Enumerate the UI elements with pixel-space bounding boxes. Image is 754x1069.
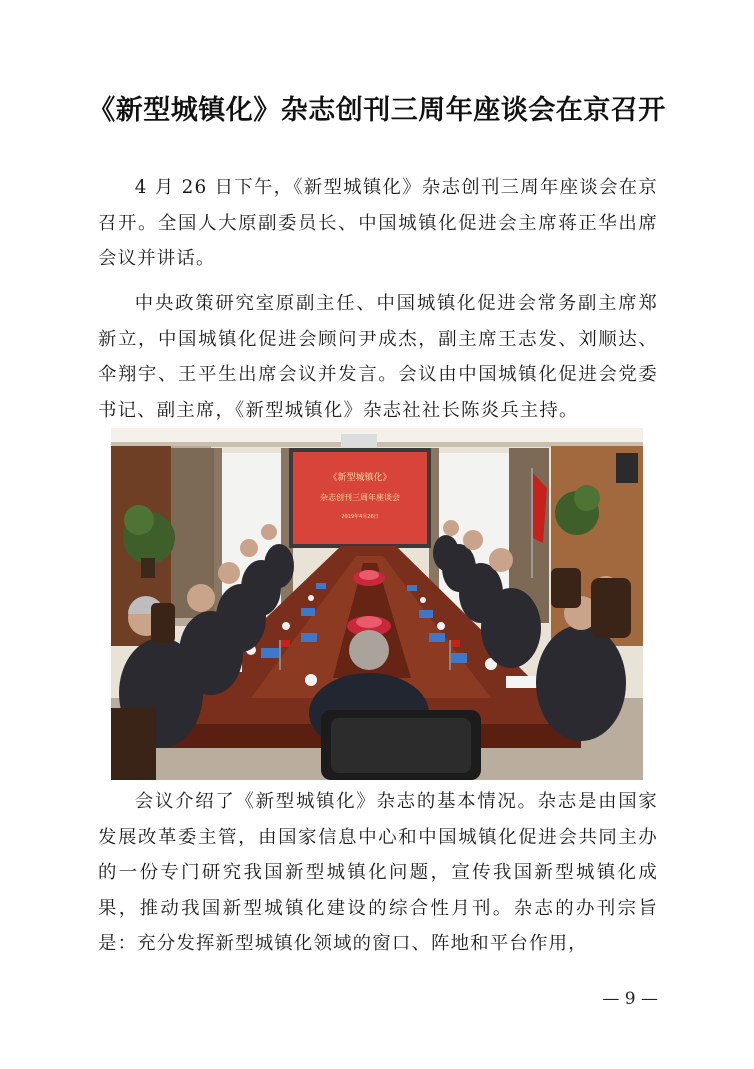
page-number: — 9 — (602, 989, 658, 1009)
meeting-photo (111, 428, 643, 780)
screen-subtitle: 杂志创刊三周年座谈会 (320, 493, 400, 502)
article-title: 《新型城镇化》杂志创刊三周年座谈会在京召开 (88, 95, 666, 126)
screen-title: 《新型城镇化》 (328, 473, 392, 483)
paragraph-3: 会议介绍了《新型城镇化》杂志的基本情况。杂志是由国家发展改革委主管，由国家信息中心和中国城镇化促进会共同主办的一份专门研究我国新型城镇化问题，宣传我国新型城镇化成果，推动我国新型城镇化建设的综合性月刊。杂志的办刊宗旨是：充分发挥新型城镇化领域的窗口、阵地和平台作用， (98, 791, 658, 954)
screen-date: 2019年4月26日 (341, 514, 379, 520)
paragraph-1: 4 月 26 日下午，《新型城镇化》杂志创刊三周年座谈会在京召开。全国人大原副委员长、中国城镇化促进会主席蒋正华出席会议并讲话。 (98, 177, 658, 269)
paragraph-2: 中央政策研究室原副主任、中国城镇化促进会常务副主席郑新立，中国城镇化促进会顾问尹成杰，副主席王志发、刘顺达、伞翔宇、王平生出席会议并发言。会议由中国城镇化促进会党委书记、副主席，《新型城镇化》杂志社社长陈炎兵主持。 (98, 293, 658, 421)
